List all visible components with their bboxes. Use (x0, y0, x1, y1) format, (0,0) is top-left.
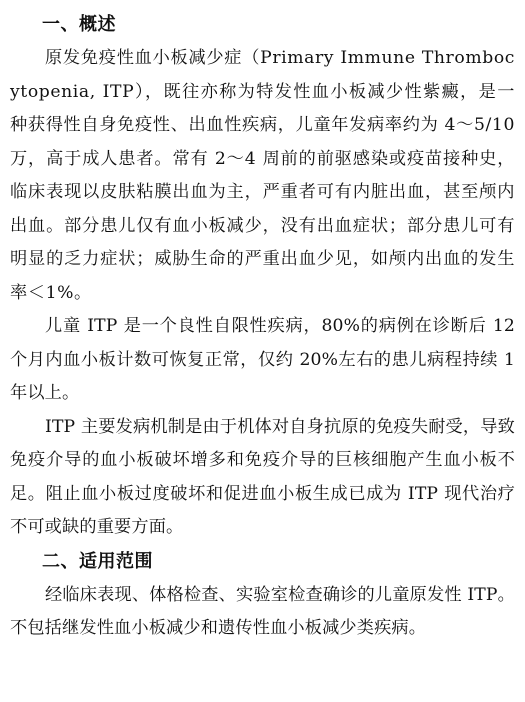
paragraph-scope: 经临床表现、体格检查、实验室检查确诊的儿童原发性 ITP。不包括继发性血小板减少和遗传性血小板减少类疾病。 (10, 584, 515, 638)
section-heading-scope: 二、适用范围 (42, 550, 153, 572)
paragraph-mechanism: ITP 主要发病机制是由于机体对自身抗原的免疫失耐受，导致免疫介导的血小板破坏增多和免疫介导的巨核细胞产生血小板不足。阻止血小板过度破坏和促进血小板生成已成为 ITP 现代治疗不可或缺的重要方面。 (10, 416, 515, 537)
paragraph-prognosis: 儿童 ITP 是一个良性自限性疾病，80%的病例在诊断后 12 个月内血小板计数可恢复正常，仅约 20%左右的患儿病程持续 1 年以上。 (10, 316, 515, 403)
paragraph-definition: 原发免疫性血小板减少症（Primary Immune Thrombocytopenia, ITP），既往亦称为特发性血小板减少性紫癜，是一种获得性自身免疫性、出血性疾病，儿童年发病率约为 4～5/10 万，高于成人患者。常有 2～4 周前的前驱感染或疫苗接种史，临床表现以皮肤粘膜出血为主，严重者可有内脏出血，甚至颅内出血。部分患儿仅有血小板减少，没有出血症状；部分患儿可有明显的乏力症状；威胁生命的严重出血少见，如颅内出血的发生率＜1%。 (10, 48, 515, 303)
section-heading-overview: 一、概述 (42, 14, 116, 35)
